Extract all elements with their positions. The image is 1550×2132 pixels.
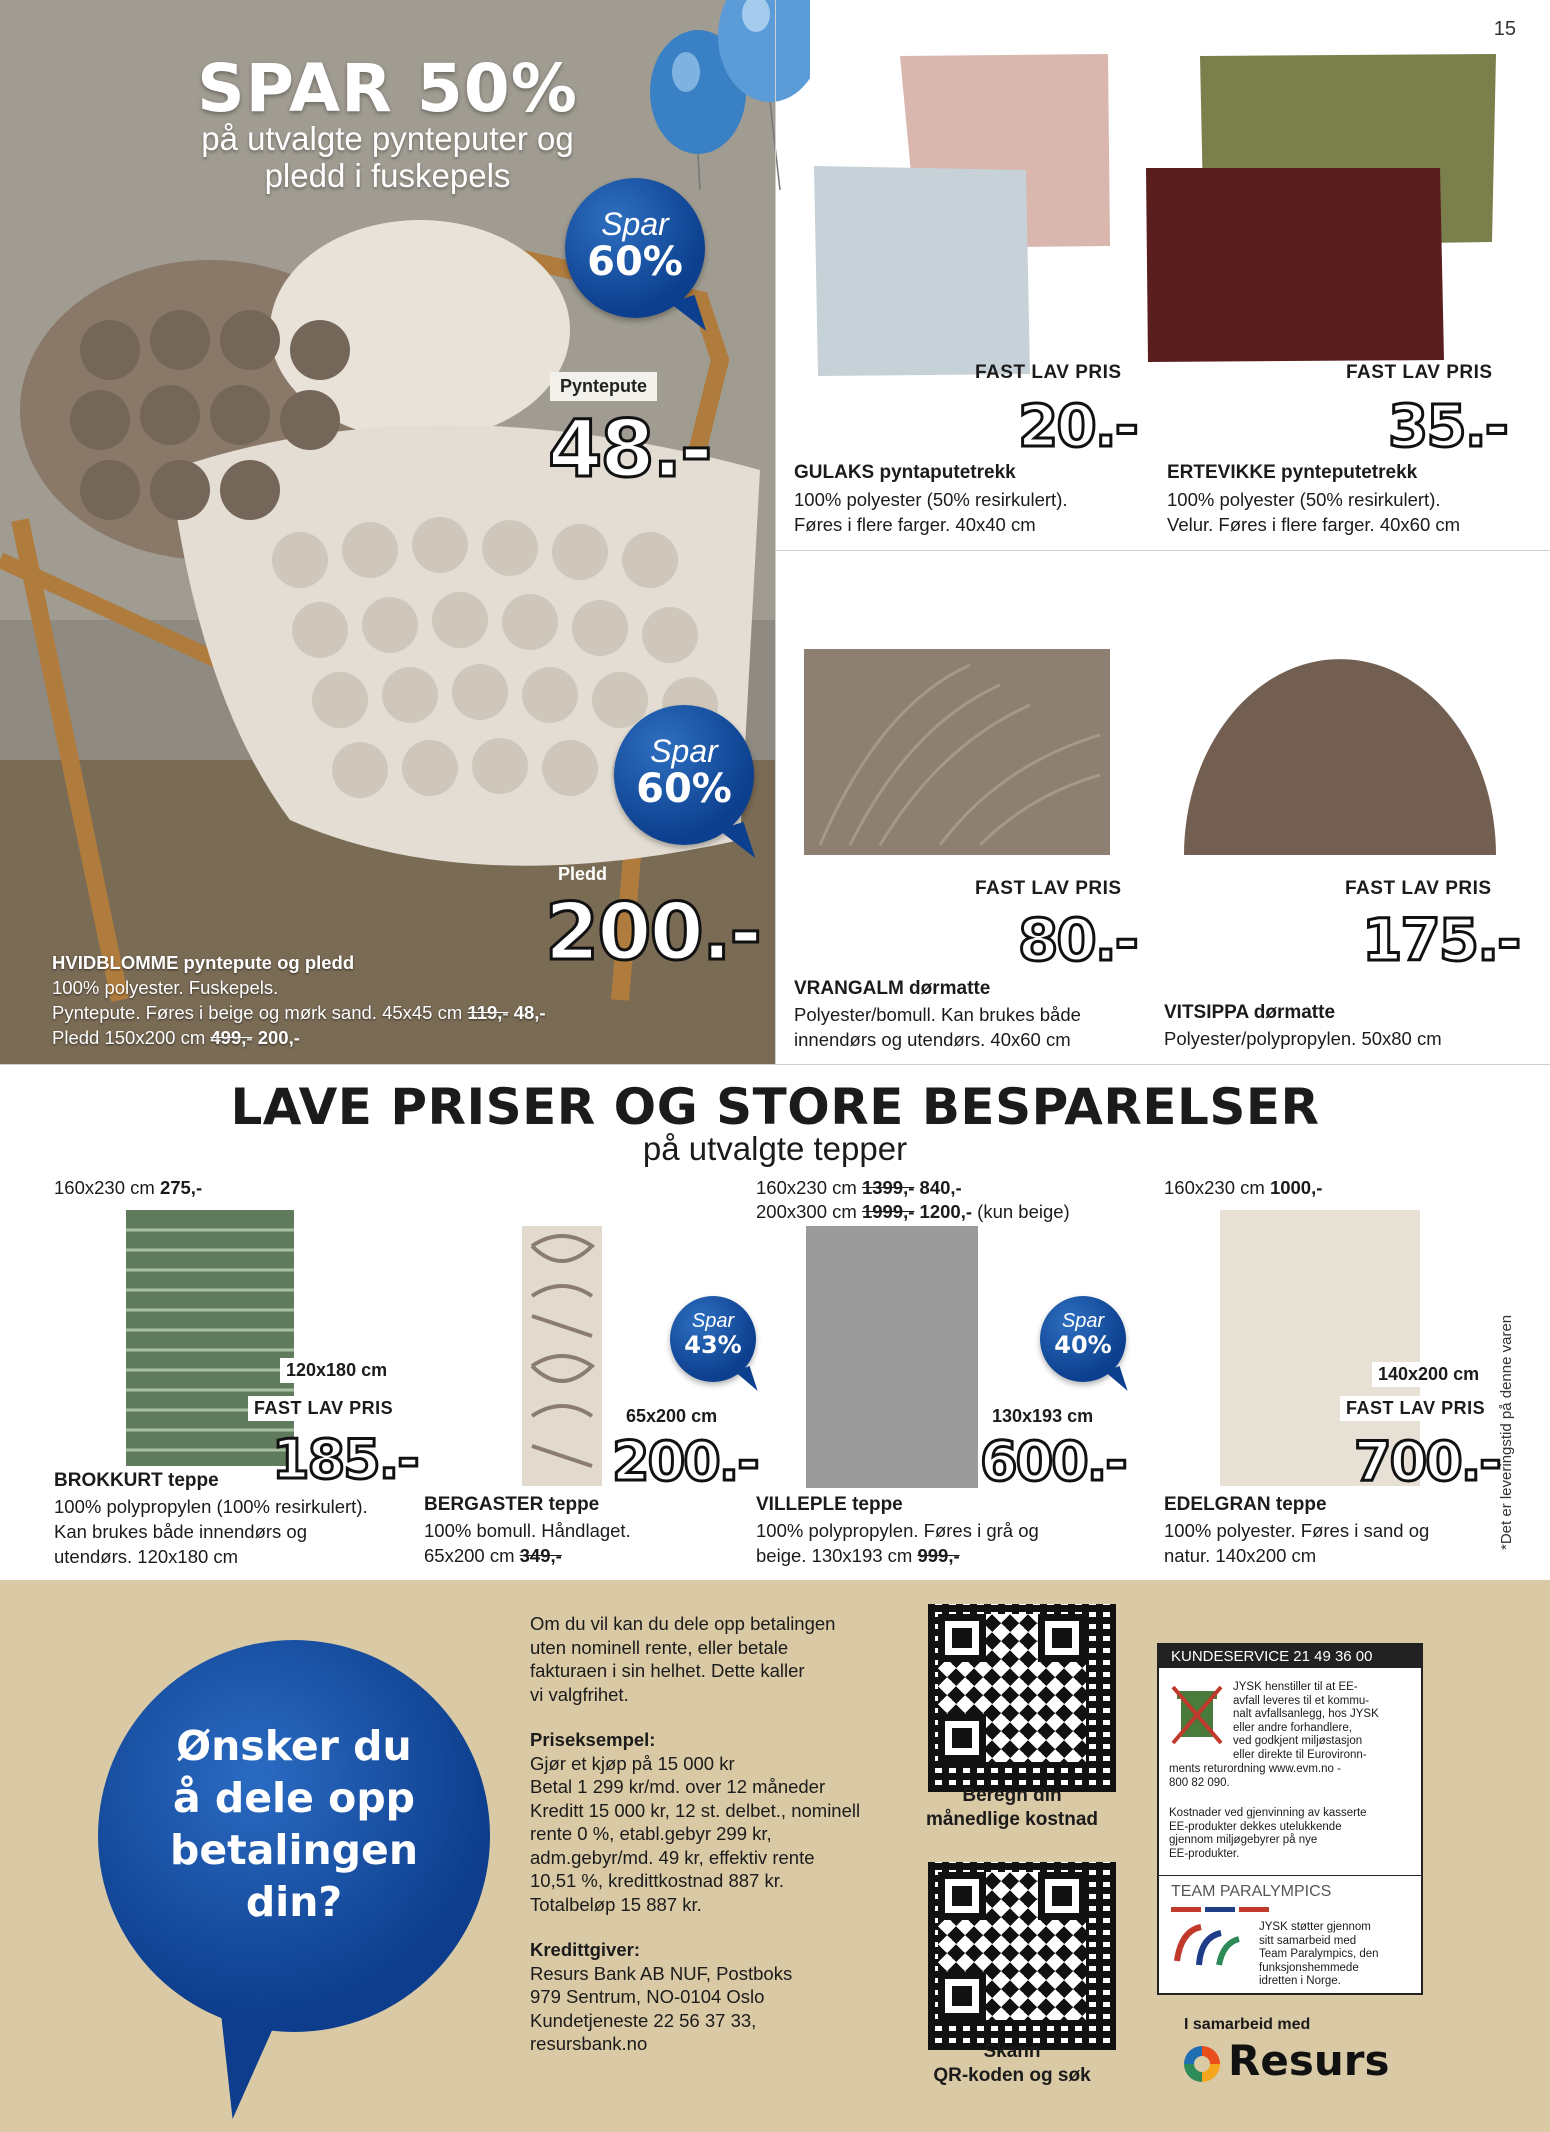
badge-percent: 60% (636, 766, 732, 812)
text-line: nalt avfallsanlegg, hos JYSK (1233, 1708, 1379, 1720)
old-price: 1999,- (861, 1201, 915, 1222)
rug-size: 160x230 cm (1164, 1177, 1265, 1198)
rug-alt-price (756, 1176, 1070, 1224)
flag-stripe (1239, 1907, 1269, 1912)
product-desc (54, 1494, 368, 1569)
info-line: Om du vil kan du dele opp betalingen (530, 1613, 836, 1634)
text-line: avfall leveres til et kommu- (1233, 1694, 1370, 1707)
team-text (1259, 1921, 1379, 1989)
old-price: 999,- (917, 1545, 960, 1566)
divider (775, 550, 1550, 551)
product-desc-line: 100% polypropylen (100% resirkulert). (54, 1496, 368, 1517)
badge-text: Spar (650, 733, 718, 769)
customer-service-phone: KUNDESERVICE 21 49 36 00 (1159, 1645, 1421, 1668)
info-line: Gjør et kjøp på 15 000 kr (530, 1752, 735, 1774)
rug-size-label: 130x193 cm (986, 1404, 1099, 1429)
qr-caption (898, 1784, 1126, 1832)
rug-note: (kun beige) (977, 1201, 1070, 1222)
vrangalm-doormat-image (800, 645, 1115, 860)
text-line: EE-produkter. (1169, 1847, 1240, 1860)
product-desc (1164, 1026, 1442, 1051)
info-heading: Priseksempel: (530, 1729, 656, 1750)
product-desc-line: beige. 130x193 cm (756, 1545, 913, 1566)
text-line: 800 82 090. (1169, 1776, 1230, 1789)
rug-size: 160x230 cm (54, 1177, 155, 1198)
brokkurt-rug-image (126, 1210, 294, 1466)
bergaster-price: 200.- (612, 1430, 758, 1493)
new-price: 840,- (919, 1177, 962, 1198)
rug-alt-price (1164, 1176, 1322, 1200)
discount-badge (1040, 1296, 1126, 1382)
rug-size: 160x230 cm (756, 1177, 857, 1198)
fast-lav-pris-label: FAST LAV PRIS (1340, 1396, 1491, 1421)
old-price: 1399,- (861, 1177, 915, 1198)
product-name: BERGASTER teppe (424, 1494, 600, 1515)
badge-text: Spar (601, 206, 669, 242)
villeple-price: 600.- (980, 1430, 1126, 1493)
text-line: eller direkte til Eurovironn- (1233, 1748, 1367, 1761)
product-desc-line: 100% polyester. Føres i sand og (1164, 1520, 1430, 1541)
rug-size-label: 65x200 cm (620, 1404, 723, 1429)
info-heading: Kredittgiver: (530, 1939, 640, 1960)
vrangalm-price: 80.- (1018, 906, 1137, 974)
text-line: idretten i Norge. (1259, 1975, 1341, 1987)
finance-info (530, 1612, 860, 2056)
hero-title: SPAR 50% (197, 50, 578, 127)
bubble-line: å dele opp (172, 1774, 416, 1822)
qr-code-calculator[interactable] (928, 1604, 1116, 1792)
old-price: 499,- (210, 1027, 253, 1048)
rug-price-text: 275,- (159, 1177, 203, 1198)
product-desc (794, 487, 1068, 537)
partner-label: I samarbeid med (1184, 2016, 1311, 2033)
delivery-note: *Det er leveringstid på denne varen (1498, 1314, 1515, 1550)
product-desc-line: Føres i flere farger. 40x40 cm (794, 514, 1036, 535)
product-name: ERTEVIKKE pynteputetrekk (1167, 462, 1418, 483)
product-desc-line: 100% polyester. Fuskepels. (52, 977, 279, 998)
product-desc-line: 100% bomull. Håndlaget. (424, 1520, 631, 1541)
fast-lav-pris-label: FAST LAV PRIS (248, 1396, 399, 1421)
new-price: 1200,- (919, 1201, 973, 1222)
caption-line: QR-koden og søk (933, 2065, 1091, 2086)
product-desc-line: 100% polyester (50% resirkulert). (794, 489, 1068, 510)
text-line: eller andre forhandlere, (1233, 1721, 1352, 1734)
divider (775, 0, 776, 1064)
brokkurt-price: 185.- (272, 1428, 418, 1491)
old-price: 349,- (519, 1545, 562, 1566)
text-line: sitt samarbeid med (1259, 1934, 1357, 1947)
info-line: Resurs Bank AB NUF, Postboks (530, 1962, 793, 1984)
product-desc-line: 65x200 cm (424, 1545, 515, 1566)
product-name: BROKKURT teppe (54, 1470, 219, 1491)
product-desc-line: Polyester/bomull. Kan brukes både (794, 1004, 1081, 1025)
product-desc (1164, 1518, 1429, 1568)
old-price: 119,- (467, 1002, 509, 1023)
pillow-price: 48.- (548, 405, 711, 495)
caption-line: Skann (983, 2041, 1041, 2062)
text-line: EE-produkter dekkes utelukkende (1169, 1820, 1342, 1833)
discount-badge (670, 1296, 756, 1382)
balloons-image (630, 0, 810, 190)
product-name: GULAKS pyntaputetrekk (794, 462, 1016, 483)
info-line: resursbank.no (530, 2033, 648, 2054)
fast-lav-pris-label: FAST LAV PRIS (1345, 878, 1492, 899)
rug-price-text: 1000,- (1269, 1177, 1323, 1198)
info-line: Kundetjeneste 22 56 37 33, (530, 2009, 757, 2031)
resurs-logo-text: Resurs (1228, 2036, 1390, 2085)
hero-description (52, 950, 546, 1050)
badge-percent: 43% (684, 1331, 742, 1359)
product-desc-line: utendørs. 120x180 cm (54, 1546, 239, 1567)
vitsippa-doormat-image (1180, 655, 1500, 860)
hero-subtitle-line1: på utvalgte pynteputer og (201, 120, 574, 157)
badge-text: Spar (691, 1310, 735, 1332)
product-desc-line: Polyester/polypropylen. 50x80 cm (1164, 1028, 1442, 1049)
product-name: VITSIPPA dørmatte (1164, 1002, 1336, 1023)
villeple-rug-image (806, 1226, 978, 1488)
rug-size-label: 140x200 cm (1372, 1362, 1485, 1387)
product-desc (794, 1002, 1081, 1052)
bergaster-rug-image (522, 1226, 602, 1486)
speech-bubble-text (98, 1720, 490, 1928)
info-line: uten nominell rente, eller betale (530, 1636, 789, 1658)
product-name: EDELGRAN teppe (1164, 1494, 1327, 1515)
info-line: fakturaen i sin helhet. Dette kaller (530, 1660, 805, 1681)
product-desc (756, 1518, 1039, 1568)
divider (0, 1064, 1550, 1065)
crossed-bin-icon (1169, 1683, 1225, 1747)
text-line: JYSK støtter gjennom (1259, 1921, 1371, 1933)
product-desc (424, 1518, 631, 1568)
badge-text: Spar (1061, 1310, 1105, 1332)
info-line: 10,51 %, kredittkostnad 887 kr. (530, 1870, 785, 1891)
info-line: 979 Sentrum, NO-0104 Oslo (530, 1986, 765, 2007)
recycle-cost-text (1169, 1807, 1367, 1861)
product-desc-line: Velur. Føres i flere farger. 40x60 cm (1167, 514, 1461, 535)
rugs-section-subtitle: på utvalgte tepper (642, 1130, 908, 1167)
rugs-section-title: LAVE PRISER OG STORE BESPARELSER (230, 1078, 1320, 1136)
text-line: JYSK henstiller til at EE- (1233, 1681, 1358, 1693)
text-line: Team Paralympics, den (1259, 1948, 1379, 1960)
fast-lav-pris-label: FAST LAV PRIS (975, 878, 1122, 899)
info-line: vi valgfrihet. (530, 1683, 629, 1705)
throw-price: 200.- (545, 888, 760, 978)
product-desc-line: Pledd 150x200 cm (52, 1027, 206, 1048)
info-line: Betal 1 299 kr/md. over 12 måneder (530, 1776, 826, 1797)
gulaks-price: 20.- (1018, 392, 1137, 460)
rug-alt-price (54, 1176, 202, 1200)
badge-percent: 60% (587, 239, 683, 285)
product-name: HVIDBLOMME pyntepute og pledd (52, 952, 355, 973)
product-name: VILLEPLE teppe (756, 1494, 903, 1515)
text-line: gjennom miljøgebyrer på nye (1169, 1834, 1318, 1846)
new-price: 48,- (513, 1002, 546, 1023)
bubble-line: Ønsker du (176, 1722, 412, 1770)
fast-lav-pris-label: FAST LAV PRIS (1346, 362, 1493, 383)
info-line: Totalbeløp 15 887 kr. (530, 1893, 702, 1915)
bubble-line: din? (245, 1878, 343, 1926)
vitsippa-price: 175.- (1362, 906, 1520, 974)
caption-line: Beregn din (962, 1785, 1062, 1806)
product-desc-line: Pyntepute. Føres i beige og mørk sand. 45x45 cm (52, 1002, 463, 1023)
text-line: funksjonshemmede (1259, 1961, 1359, 1974)
flag-stripe (1171, 1907, 1201, 1912)
info-line: adm.gebyr/md. 49 kr, effektiv rente (530, 1846, 815, 1868)
recycle-text (1233, 1681, 1379, 1762)
rug-size-label: 120x180 cm (280, 1358, 393, 1383)
qr-caption (898, 2040, 1126, 2088)
qr-code-search[interactable] (928, 1862, 1116, 2050)
rug-size: 200x300 cm (756, 1201, 857, 1222)
info-line: rente 0 %, etabl.gebyr 299 kr, (530, 1823, 772, 1844)
product-desc-line: innendørs og utendørs. 40x60 cm (794, 1029, 1071, 1050)
new-price: 200,- (257, 1027, 300, 1048)
ertevikke-price: 35.- (1388, 392, 1507, 460)
info-line: Kreditt 15 000 kr, 12 st. delbet., nominell (530, 1799, 861, 1821)
paralympics-agitos-icon (1171, 1921, 1243, 1971)
text-line: Kostnader ved gjenvinning av kasserte (1169, 1807, 1367, 1819)
recycle-text-cont (1169, 1763, 1341, 1790)
ertevikke-cushion-image (1140, 50, 1510, 370)
discount-badge-pillow (565, 178, 705, 318)
bubble-line: betalingen (169, 1826, 419, 1874)
gulaks-cushion-image (800, 50, 1130, 380)
hero-subtitle-line2: pledd i fuskepels (264, 157, 511, 194)
text-line: ved godkjent miljøstasjon (1233, 1735, 1363, 1747)
resurs-logo-icon (1182, 2044, 1222, 2084)
text-line: ments returordning www.evm.no - (1169, 1763, 1341, 1775)
product-desc-line: 100% polypropylen. Føres i grå og (756, 1520, 1039, 1541)
fast-lav-pris-label: FAST LAV PRIS (975, 362, 1122, 383)
product-name: VRANGALM dørmatte (794, 978, 991, 999)
product-desc-line: 100% polyester (50% resirkulert). (1167, 489, 1441, 510)
team-paralympics-title: TEAM PARALYMPICS (1171, 1883, 1332, 1900)
product-desc-line: natur. 140x200 cm (1164, 1545, 1317, 1566)
edelgran-price: 700.- (1354, 1430, 1500, 1493)
discount-badge-throw (614, 705, 754, 845)
page-number: 15 (1493, 18, 1516, 40)
throw-label: Pledd (558, 864, 608, 884)
product-desc-line: Kan brukes både innendørs og (54, 1521, 308, 1542)
customer-service-box (1157, 1643, 1423, 1995)
divider (1159, 1875, 1421, 1876)
flag-stripe (1205, 1907, 1235, 1912)
caption-line: månedlige kostnad (925, 1809, 1099, 1830)
badge-percent: 40% (1054, 1331, 1112, 1359)
product-desc (1167, 487, 1460, 537)
pillow-label: Pyntepute (550, 372, 657, 401)
